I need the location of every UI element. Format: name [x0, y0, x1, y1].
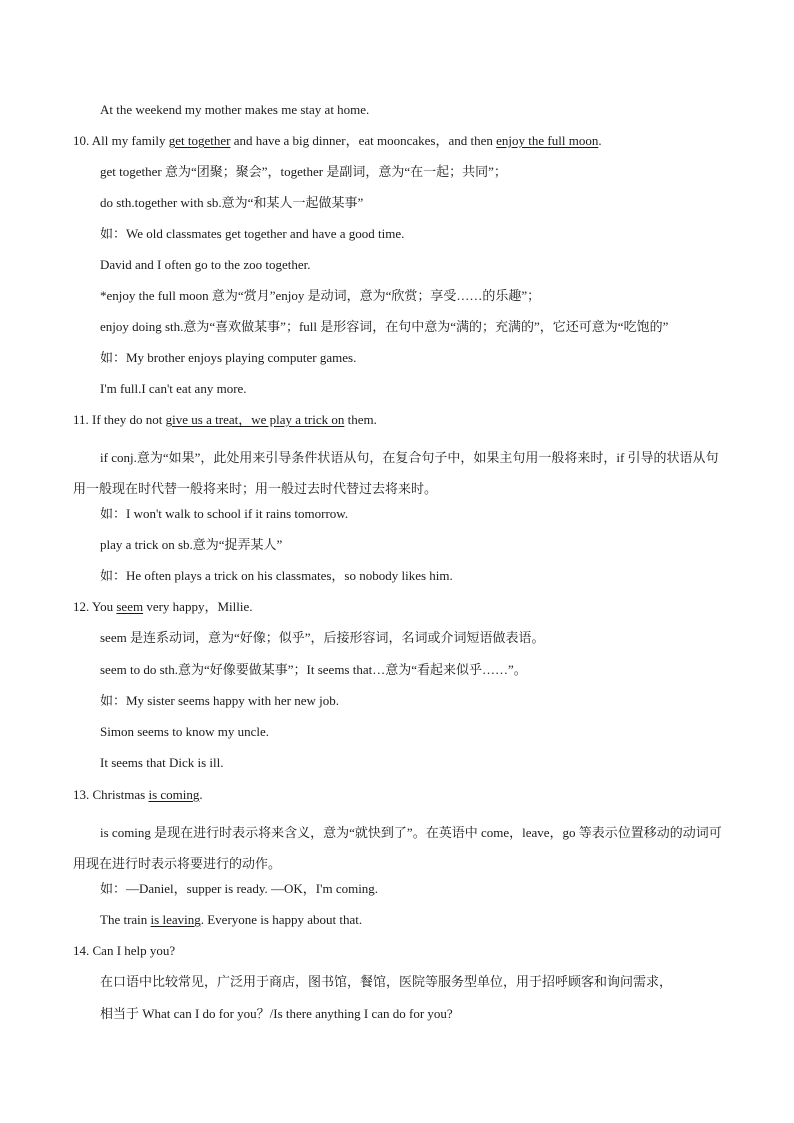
- item-13-heading: [73, 786, 203, 804]
- example-underlined-phrase: is leaving: [150, 912, 201, 927]
- item-13-text-b: .: [199, 787, 203, 802]
- item-14-heading: 14. Can I help you?: [73, 943, 176, 958]
- item-10-text-c: .: [598, 133, 602, 148]
- explanation-line: get together 意为“团聚；聚会”，together 是副词，意为“在一起；共同”；: [100, 164, 507, 179]
- item-13-text-a: 13. Christmas: [73, 787, 149, 802]
- item-13-underlined-phrase: is coming: [148, 787, 200, 802]
- item-12-heading: [73, 598, 252, 616]
- example-sentence: Simon seems to know my uncle.: [100, 724, 269, 739]
- example-sentence: 如：My sister seems happy with her new job.: [100, 693, 340, 708]
- explanation-line: enjoy doing sth.意为“喜欢做某事”；full 是形容词，在句中意为“满的；充满的”，它还可意为“吃饱的”: [100, 319, 669, 334]
- item-11-underlined-phrase: give us a treat，we play a trick on: [165, 412, 345, 427]
- example-sentence: [100, 911, 362, 929]
- explanation-paragraph: is coming 是现在进行时表示将来含义，意为“就快到了”。在英语中 come，leave，go 等表示位置移动的动词可用现在进行时表示将要进行的动作。: [73, 825, 722, 871]
- example-sentence: I'm full.I can't eat any more.: [100, 381, 247, 396]
- explanation-line: seem to do sth.意为“好像要做某事”；It seems that…意为“看起来似乎……”。: [100, 662, 527, 677]
- item-12-text-a: 12. You: [73, 599, 117, 614]
- example-sentence: 如：We old classmates get together and have a good time.: [100, 226, 405, 241]
- item-11-text-a: 11. If they do not: [73, 412, 166, 427]
- explanation-paragraph: if conj.意为“如果”，此处用来引导条件状语从句，在复合句子中，如果主句用一般将来时，if 引导的状语从句用一般现在时代替一般将来时；用一般过去时代替过去将来时。: [73, 450, 719, 496]
- item-10-heading: [73, 132, 602, 150]
- item-11-heading: [73, 411, 377, 429]
- item-10-text-b: and have a big dinner，eat mooncakes，and then: [230, 133, 497, 148]
- example-text-b: . Everyone is happy about that.: [200, 912, 363, 927]
- explanation-line: do sth.together with sb.意为“和某人一起做某事”: [100, 195, 364, 210]
- example-sentence: 如：I won't walk to school if it rains tomorrow.: [100, 506, 349, 521]
- item-10-underlined-phrase-2: enjoy the full moon: [496, 133, 599, 148]
- example-text-a: The train: [100, 912, 151, 927]
- example-sentence: 如：—Daniel，supper is ready. —OK，I'm coming.: [100, 881, 379, 896]
- item-12-underlined-word: seem: [116, 599, 144, 614]
- item-10-underlined-phrase-1: get together: [168, 133, 231, 148]
- example-sentence: It seems that Dick is ill.: [100, 755, 224, 770]
- explanation-line: *enjoy the full moon 意为“赏月”enjoy 是动词，意为“欣赏；享受……的乐趣”；: [100, 288, 541, 303]
- explanation-line: 在口语中比较常见，广泛用于商店，图书馆，餐馆，医院等服务型单位，用于招呼顾客和询问需求，: [100, 974, 673, 989]
- example-sentence: At the weekend my mother makes me stay at home.: [100, 102, 370, 117]
- explanation-line: play a trick on sb.意为“捉弄某人”: [100, 537, 283, 552]
- example-sentence: 如：He often plays a trick on his classmates，so nobody likes him.: [100, 568, 453, 583]
- item-11-text-b: them.: [344, 412, 377, 427]
- explanation-line: 相当于 What can I do for you？/Is there anything I can do for you?: [100, 1006, 453, 1021]
- item-10-text-a: 10. All my family: [73, 133, 169, 148]
- explanation-line: seem 是连系动词，意为“好像；似乎”，后接形容词，名词或介词短语做表语。: [100, 630, 545, 645]
- example-sentence: 如：My brother enjoys playing computer games.: [100, 350, 357, 365]
- item-12-text-b: very happy，Millie.: [143, 599, 253, 614]
- example-sentence: David and I often go to the zoo together.: [100, 257, 311, 272]
